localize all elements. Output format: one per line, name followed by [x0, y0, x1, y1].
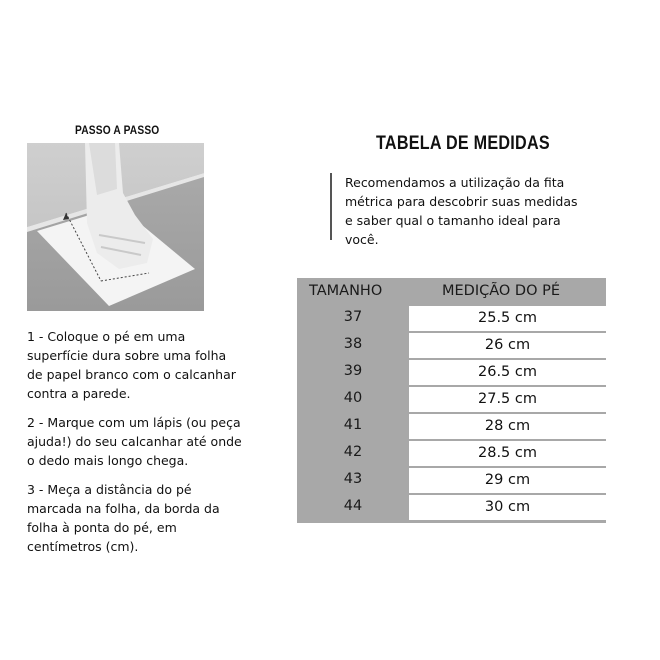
intro-divider [330, 173, 332, 240]
size-cell: 39 [343, 363, 363, 379]
step-1: 1 - Coloque o pé em uma superfície dura sobre uma folha de papel branco com o calcanhar contra a parede. [27, 329, 236, 401]
table-row [297, 305, 606, 332]
step-3: 3 - Meça a distância do pé marcada na folha, da borda da folha à ponta do pé, em centímetros (cm). [27, 482, 220, 554]
steps-list [27, 327, 242, 566]
measurement-cell: 29 cm [409, 468, 606, 493]
step-guide-title: PASSO A PASSO [75, 123, 160, 137]
size-cell: 42 [343, 444, 363, 460]
measurement-cell: 28.5 cm [409, 441, 606, 466]
table-row [297, 332, 606, 359]
size-cell: 40 [343, 390, 363, 406]
table-row [297, 359, 606, 386]
measurement-cell: 25.5 cm [409, 306, 606, 331]
header-measurement: MEDIÇÃO DO PÉ [442, 283, 561, 299]
size-cell: 38 [343, 336, 363, 352]
table-row [297, 467, 606, 494]
size-chart-title: TABELA DE MEDIDAS [376, 133, 550, 154]
step-2: 2 - Marque com um lápis (ou peça ajuda!) do seu calcanhar até onde o dedo mais longo chega. [27, 415, 242, 468]
size-cell: 44 [343, 498, 363, 514]
table-row [297, 413, 606, 440]
table-row [297, 440, 606, 467]
size-table [297, 278, 606, 523]
measurement-cell: 27.5 cm [409, 387, 606, 412]
measurement-cell: 26.5 cm [409, 360, 606, 385]
size-cell: 41 [343, 417, 363, 433]
table-row [297, 386, 606, 413]
size-cell: 37 [343, 309, 363, 325]
measurement-cell: 26 cm [409, 333, 606, 358]
foot-measurement-photo [27, 143, 204, 311]
measurement-cell: 30 cm [409, 495, 606, 520]
table-row [297, 494, 606, 521]
header-size: TAMANHO [309, 283, 383, 299]
size-chart-intro: Recomendamos a utilização da fita métrica para descobrir suas medidas e saber qual o tamanho ideal para você. [345, 175, 578, 247]
size-cell: 43 [343, 471, 363, 487]
measurement-cell: 28 cm [409, 414, 606, 439]
table-header [297, 278, 606, 305]
